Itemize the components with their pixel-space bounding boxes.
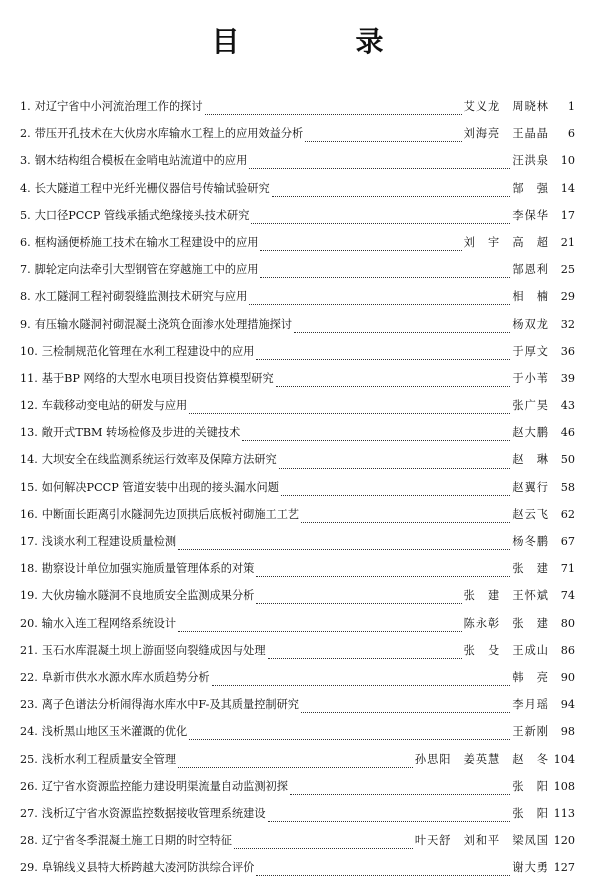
entry-page-number: 67 — [560, 535, 575, 548]
dot-leader — [189, 405, 510, 414]
toc-entry[interactable] — [20, 696, 575, 723]
entry-title: 车载移动变电站的研发与应用 — [41, 399, 188, 413]
entry-title: 勘察设计单位加强实施质量管理体系的对策 — [41, 562, 255, 576]
entry-title: 浅析黑山地区玉米灌溉的优化 — [41, 725, 188, 739]
entry-page-number: 21 — [560, 235, 575, 249]
entry-title: 大伙房输水隧洞不良地质安全监测成果分析 — [41, 589, 255, 603]
toc-entry[interactable] — [20, 207, 575, 234]
entry-number: 18. — [20, 562, 38, 576]
entry-authors: 张 建 王怀斌 — [463, 589, 549, 603]
dot-leader — [260, 269, 510, 278]
entry-title: 离子色谱法分析闹得海水库水中F-及其质量控制研究 — [41, 698, 299, 712]
entry-number: 8. — [20, 290, 31, 304]
entry-number: 28. — [20, 834, 38, 848]
entry-number: 26. — [20, 779, 38, 793]
toc-list — [20, 98, 575, 886]
dot-leader — [249, 160, 510, 169]
entry-page-number: 46 — [560, 426, 575, 440]
entry-number: 19. — [20, 589, 38, 603]
entry-authors: 王新刚 — [512, 725, 549, 739]
entry-title: 框构涵便桥施工技术在输水工程建设中的应用 — [34, 235, 259, 249]
entry-title: 有压输水隧洞衬砌混凝土浇筑仓面渗水处理措施探讨 — [34, 317, 293, 331]
entry-title: 输水入连工程网络系统设计 — [41, 616, 177, 630]
entry-number: 3. — [20, 154, 31, 168]
entry-number: 25. — [20, 752, 38, 766]
dot-leader — [294, 324, 510, 333]
entry-title: 对辽宁省中小河流治理工作的探讨 — [34, 100, 203, 113]
entry-number: 4. — [20, 181, 31, 195]
toc-entry[interactable] — [20, 343, 575, 370]
entry-page-number: 90 — [560, 670, 575, 684]
entry-number: 16. — [20, 507, 38, 521]
entry-title: 中断面长距离引水隧洞先边顶拱后底板衬砌施工工艺 — [41, 507, 300, 521]
dot-leader — [305, 133, 461, 142]
entry-title: 脚轮定向法牵引大型钢管在穿越施工中的应用 — [34, 263, 259, 277]
entry-authors: 相 楠 — [512, 290, 549, 304]
toc-entry[interactable] — [20, 832, 575, 859]
entry-authors: 张 殳 王成山 — [463, 643, 549, 657]
toc-entry[interactable] — [20, 560, 575, 587]
entry-number: 14. — [20, 453, 38, 467]
entry-authors: 刘 宇 高 超 — [463, 235, 549, 249]
entry-page-number: 62 — [560, 507, 575, 521]
entry-page-number: 108 — [553, 779, 575, 793]
entry-authors: 陈永彰 张 建 — [463, 616, 549, 630]
toc-entry[interactable] — [20, 615, 575, 642]
entry-authors: 李月瑶 — [512, 698, 549, 712]
entry-page-number: 43 — [560, 399, 575, 413]
dot-leader — [251, 215, 510, 224]
dot-leader — [256, 568, 510, 577]
toc-entry[interactable] — [20, 370, 575, 397]
entry-authors: 杨冬鹏 — [512, 535, 549, 548]
toc-entry[interactable] — [20, 98, 575, 125]
entry-authors: 汪洪泉 — [512, 154, 549, 168]
entry-page-number: 1 — [567, 100, 575, 113]
entry-number: 10. — [20, 344, 38, 358]
toc-entry[interactable] — [20, 261, 575, 288]
toc-entry[interactable] — [20, 152, 575, 179]
toc-entry[interactable] — [20, 751, 575, 778]
toc-entry[interactable] — [20, 533, 575, 560]
dot-leader — [301, 514, 510, 523]
entry-title: 大口径PCCP 管线承插式绝缘接头技术研究 — [34, 208, 250, 222]
entry-authors: 刘海亮 王晶晶 — [463, 127, 549, 141]
entry-page-number: 39 — [560, 371, 575, 385]
toc-entry[interactable] — [20, 642, 575, 669]
entry-authors: 郜恩利 — [512, 263, 549, 277]
dot-leader — [279, 460, 511, 469]
entry-title: 阜锦线义县特大桥跨越大凌河防洪综合评价 — [41, 861, 255, 875]
entry-title: 大坝安全在线监测系统运行效率及保障方法研究 — [41, 453, 277, 467]
entry-number: 17. — [20, 535, 38, 548]
entry-authors: 于厚文 — [512, 344, 549, 358]
entry-page-number: 29 — [560, 290, 575, 304]
entry-authors: 郜 强 — [512, 181, 549, 195]
dot-leader — [268, 813, 511, 822]
entry-number: 23. — [20, 698, 38, 712]
toc-entry[interactable] — [20, 288, 575, 315]
entry-authors: 于小苇 — [512, 371, 549, 385]
dot-leader — [256, 595, 461, 604]
entry-authors: 张 建 — [512, 562, 549, 576]
entry-number: 15. — [20, 480, 38, 494]
entry-page-number: 86 — [560, 643, 575, 657]
entry-number: 7. — [20, 263, 31, 277]
entry-authors: 李保华 — [512, 208, 549, 222]
dot-leader — [272, 188, 511, 197]
dot-leader — [242, 432, 510, 441]
dot-leader — [212, 677, 511, 686]
entry-title: 如何解决PCCP 管道安装中出现的接头漏水问题 — [41, 480, 279, 494]
entry-number: 12. — [20, 399, 38, 413]
dot-leader — [178, 759, 413, 768]
entry-page-number: 14 — [560, 181, 575, 195]
entry-title: 敞开式TBM 转场检修及步进的关键技术 — [41, 426, 241, 440]
dot-leader — [301, 704, 510, 713]
entry-title: 基于BP 网络的大型水电项目投资估算模型研究 — [41, 371, 274, 385]
toc-entry[interactable] — [20, 506, 575, 533]
entry-number: 13. — [20, 426, 38, 440]
entry-page-number: 113 — [553, 806, 575, 820]
entry-page-number: 74 — [560, 589, 575, 603]
page-title: 目 录 — [211, 25, 428, 58]
entry-page-number: 120 — [553, 834, 575, 848]
entry-page-number: 17 — [560, 208, 575, 222]
dot-leader — [256, 351, 510, 360]
toc-entry[interactable] — [20, 723, 575, 750]
entry-number: 21. — [20, 643, 38, 657]
entry-title: 钢木结构组合模板在金哨电站流道中的应用 — [34, 154, 248, 168]
entry-page-number: 127 — [553, 861, 575, 875]
dot-leader — [178, 541, 510, 550]
entry-number: 5. — [20, 208, 31, 222]
entry-authors: 赵大鹏 — [512, 426, 549, 440]
toc-entry[interactable] — [20, 778, 575, 805]
entry-number: 24. — [20, 725, 38, 739]
toc-entry[interactable] — [20, 669, 575, 696]
dot-leader — [290, 786, 510, 795]
entry-number: 29. — [20, 861, 38, 875]
entry-number: 22. — [20, 670, 38, 684]
entry-title: 辽宁省水资源监控能力建设明渠流量自动监测初探 — [41, 779, 288, 793]
entry-authors: 张 阳 — [512, 779, 549, 793]
dot-leader — [256, 867, 510, 876]
entry-number: 6. — [20, 235, 31, 249]
toc-entry[interactable] — [20, 234, 575, 261]
dot-leader — [234, 840, 413, 849]
entry-authors: 谢大勇 — [512, 861, 549, 875]
entry-number: 27. — [20, 806, 38, 820]
entry-authors: 赵云飞 — [512, 507, 549, 521]
entry-authors: 杨双龙 — [512, 317, 549, 331]
entry-title: 三检制规范化管理在水利工程建设中的应用 — [41, 344, 255, 358]
dot-leader — [276, 378, 511, 387]
toc-entry[interactable] — [20, 125, 575, 152]
dot-leader — [260, 242, 461, 251]
toc-entry[interactable] — [20, 479, 575, 506]
dot-leader — [189, 731, 510, 740]
entry-authors: 张 阳 — [512, 806, 549, 820]
entry-title: 浅谈水利工程建设质量检测 — [41, 535, 177, 548]
entry-number: 2. — [20, 127, 31, 141]
entry-authors: 孙思阳 姜英慧 赵 冬 — [414, 752, 549, 766]
entry-page-number: 10 — [560, 154, 575, 168]
entry-page-number: 25 — [560, 263, 575, 277]
entry-title: 浅析辽宁省水资源监控数据接收管理系统建设 — [41, 806, 266, 820]
toc-entry[interactable] — [20, 805, 575, 832]
entry-number: 1. — [20, 100, 31, 113]
entry-title: 浅析水利工程质量安全管理 — [41, 752, 177, 766]
entry-number: 9. — [20, 317, 31, 331]
entry-page-number: 98 — [560, 725, 575, 739]
toc-entry[interactable] — [20, 451, 575, 478]
entry-page-number: 104 — [553, 752, 575, 766]
entry-title: 辽宁省冬季混凝土施工日期的时空特征 — [41, 834, 232, 848]
entry-number: 11. — [20, 371, 38, 385]
entry-page-number: 6 — [567, 127, 575, 141]
entry-authors: 艾义龙 周晓林 — [463, 100, 549, 113]
entry-title: 带压开孔技术在大伙房水库输水工程上的应用效益分析 — [34, 127, 304, 141]
entry-authors: 赵 琳 — [512, 453, 549, 467]
toc-entry[interactable] — [20, 587, 575, 614]
entry-page-number: 94 — [560, 698, 575, 712]
entry-number: 20. — [20, 616, 38, 630]
dot-leader — [281, 487, 511, 496]
entry-authors: 赵翼行 — [512, 480, 549, 494]
entry-authors: 韩 亮 — [512, 670, 549, 684]
entry-page-number: 50 — [560, 453, 575, 467]
dot-leader — [205, 106, 462, 115]
entry-title: 玉石水库混凝土坝上游面竖向裂缝成因与处理 — [41, 643, 266, 657]
toc-entry[interactable] — [20, 859, 575, 886]
entry-page-number: 32 — [560, 317, 575, 331]
dot-leader — [249, 296, 510, 305]
entry-page-number: 36 — [560, 344, 575, 358]
toc-entry[interactable] — [20, 180, 575, 207]
toc-entry[interactable] — [20, 316, 575, 343]
entry-title: 阜新市供水水源水库水质趋势分析 — [41, 670, 210, 684]
toc-entry[interactable] — [20, 397, 575, 424]
dot-leader — [178, 623, 462, 632]
entry-authors: 张广昊 — [512, 399, 549, 413]
entry-authors: 叶天舒 刘和平 梁凤国 — [414, 834, 549, 848]
entry-title: 长大隧道工程中光纤光栅仪器信号传输试验研究 — [34, 181, 270, 195]
dot-leader — [268, 650, 462, 659]
entry-page-number: 71 — [560, 562, 575, 576]
toc-entry[interactable] — [20, 424, 575, 451]
entry-title: 水工隧洞工程衬砌裂缝监测技术研究与应用 — [34, 290, 248, 304]
entry-page-number: 58 — [560, 480, 575, 494]
entry-page-number: 80 — [560, 616, 575, 630]
